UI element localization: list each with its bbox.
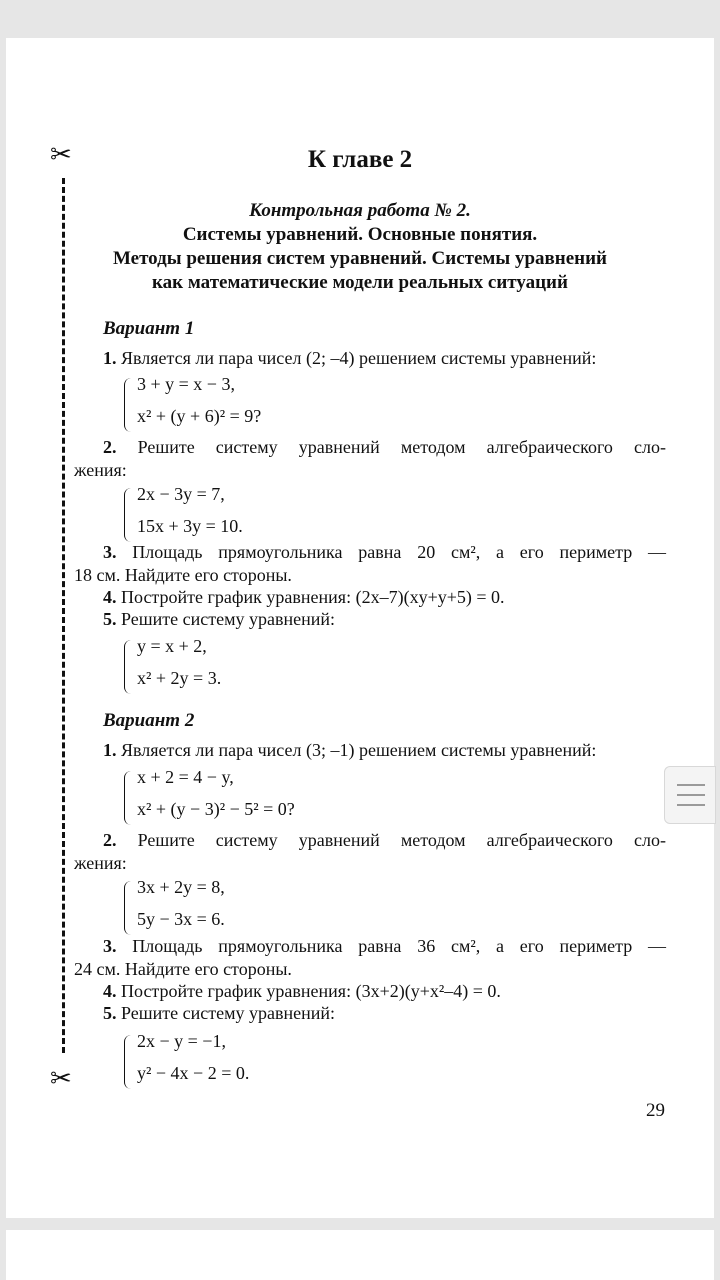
variant-2-title: Вариант 2 bbox=[103, 710, 195, 731]
brace bbox=[124, 640, 131, 694]
v2-task-2-continuation: жения: bbox=[74, 853, 127, 873]
chapter-title: К главе 2 bbox=[307, 146, 413, 173]
scissors-icon: ✂ bbox=[50, 140, 72, 170]
task-text: Является ли пара чисел (3; –1) решением системы уравнений: bbox=[121, 740, 597, 760]
brace bbox=[124, 378, 131, 432]
v2-task-2 bbox=[103, 830, 666, 851]
v1-task-2 bbox=[103, 437, 666, 458]
task-text: Решите систему уравнений методом алгебраического сло- bbox=[137, 830, 666, 850]
equation: y = x + 2, bbox=[137, 636, 207, 656]
topic-line-2: Методы решения систем уравнений. Системы уравнений bbox=[112, 248, 607, 269]
v2-task-3 bbox=[103, 936, 666, 957]
topic-line-3: как математические модели реальных ситуаций bbox=[152, 272, 568, 293]
brace bbox=[124, 1035, 131, 1089]
equation: 2x − 3y = 7, bbox=[137, 484, 225, 504]
scissors-icon: ✂ bbox=[50, 1064, 72, 1094]
v2-task-1 bbox=[103, 740, 596, 761]
topic-line-1: Системы уравнений. Основные понятия. bbox=[182, 224, 538, 245]
v1-task-4 bbox=[103, 587, 505, 608]
equation: x² + (y − 3)² − 5² = 0? bbox=[137, 799, 295, 819]
v2-task-5 bbox=[103, 1003, 335, 1024]
top-strip bbox=[0, 0, 720, 28]
task-text: Площадь прямоугольника равна 20 см², а его периметр — bbox=[132, 542, 667, 562]
equation: x² + 2y = 3. bbox=[137, 668, 222, 688]
v2-task-4 bbox=[103, 981, 501, 1002]
task-number: 4. bbox=[103, 981, 117, 1001]
task-text: Площадь прямоугольника равна 36 см², а его периметр — bbox=[132, 936, 667, 956]
v2-task-3-continuation: 24 см. Найдите его стороны. bbox=[74, 959, 292, 979]
equation: 3 + y = x − 3, bbox=[137, 374, 235, 394]
task-text: Решите систему уравнений методом алгебраического сло- bbox=[137, 437, 666, 457]
v1-task-3-continuation: 18 см. Найдите его стороны. bbox=[74, 565, 292, 585]
task-text: Является ли пара чисел (2; –4) решением системы уравнений: bbox=[121, 348, 597, 368]
task-text: Решите систему уравнений: bbox=[121, 609, 335, 629]
equation: x² + (y + 6)² = 9? bbox=[137, 406, 262, 426]
brace bbox=[124, 488, 131, 542]
equation: x + 2 = 4 − y, bbox=[137, 767, 234, 787]
v1-task-3 bbox=[103, 542, 666, 563]
equation: y² − 4x − 2 = 0. bbox=[137, 1063, 250, 1083]
side-menu-button[interactable] bbox=[664, 766, 716, 824]
task-number: 5. bbox=[103, 1003, 117, 1023]
equation: 3x + 2y = 8, bbox=[137, 877, 225, 897]
v1-task-2-continuation: жения: bbox=[74, 460, 127, 480]
v1-task-5 bbox=[103, 609, 335, 630]
task-number: 4. bbox=[103, 587, 117, 607]
page-number: 29 bbox=[646, 1100, 665, 1121]
task-number: 2. bbox=[103, 437, 117, 457]
next-page-edge bbox=[6, 1230, 714, 1280]
variant-1-title: Вариант 1 bbox=[103, 318, 195, 339]
equation: 5y − 3x = 6. bbox=[137, 909, 225, 929]
brace bbox=[124, 771, 131, 825]
task-text: Постройте график уравнения: (2x–7)(xy+y+5) = 0. bbox=[121, 587, 505, 607]
task-number: 1. bbox=[103, 348, 117, 368]
test-title: Контрольная работа № 2. bbox=[249, 200, 471, 221]
task-text: Решите систему уравнений: bbox=[121, 1003, 335, 1023]
cut-line bbox=[62, 178, 65, 1053]
equation: 2x − y = −1, bbox=[137, 1031, 226, 1051]
task-text: Постройте график уравнения: (3x+2)(y+x²–4) = 0. bbox=[121, 981, 501, 1001]
task-number: 3. bbox=[103, 542, 117, 562]
task-number: 2. bbox=[103, 830, 117, 850]
brace bbox=[124, 881, 131, 935]
task-number: 5. bbox=[103, 609, 117, 629]
task-number: 3. bbox=[103, 936, 117, 956]
v1-task-1 bbox=[103, 348, 596, 369]
equation: 15x + 3y = 10. bbox=[137, 516, 243, 536]
task-number: 1. bbox=[103, 740, 117, 760]
